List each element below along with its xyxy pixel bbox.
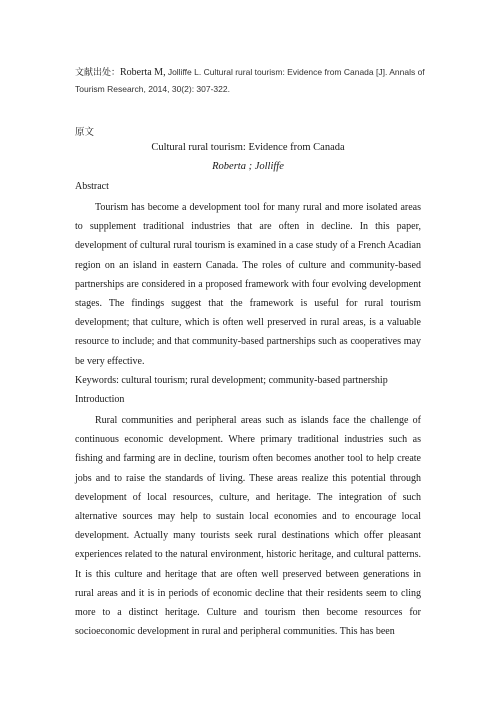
- introduction-paragraph: Rural communities and peripheral areas such as islands face the challenge of continuous economic development. Where primary traditional industries such as fishing and farming are in decline, tourism often becomes another tool to help create jobs and to raise the standards of living. These areas realize this potential through development of local resources, culture, and heritage. The integration of such alternative sources may help to sustain local economies and to encourage local development. Actually many tourists seek rural destinations which offer pleasant experiences related to the natural environment, historic heritage, and cultural patterns. It is this culture and heritage that are often well preserved between generations in rural areas and it is in periods of economic decline that their residents seem to cling more to a distinct heritage. Culture and tourism then become resources for socioeconomic development in rural and peripheral communities. This has been: [75, 415, 421, 638]
- source-label: 文献出处：: [75, 68, 121, 78]
- source-authors: Roberta M,: [120, 67, 166, 78]
- abstract-paragraph: Tourism has become a development tool for many rural and more isolated areas to supplement traditional industries that are often in decline. In this paper, development of cultural rural tourism is examined in a case study of a French Acadian region on an island in eastern Canada. The roles of culture and community-based partnerships are considered in a proposed framework with four evolving development stages. The findings suggest that the framework is useful for rural tourism development; that culture, which is often well preserved in rural areas, is a valuable resource to include; and that community-based partnerships such as cooperatives may be very effective.: [75, 202, 421, 367]
- source-reference: Jolliffe L. Cultural rural tourism: Evidence from Canada [J]. Annals of Tourism Research, 2014, 30(2): 307-322.: [75, 67, 425, 94]
- paper-title: Cultural rural tourism: Evidence from Canada: [151, 142, 345, 153]
- paper-authors: Roberta ; Jolliffe: [212, 161, 284, 172]
- abstract-heading: Abstract: [75, 181, 109, 192]
- source-citation: [75, 64, 435, 97]
- keywords-line: Keywords: cultural tourism; rural development; community-based partnership: [75, 375, 388, 386]
- introduction-heading: Introduction: [75, 394, 125, 405]
- original-text-label: 原文: [75, 127, 95, 138]
